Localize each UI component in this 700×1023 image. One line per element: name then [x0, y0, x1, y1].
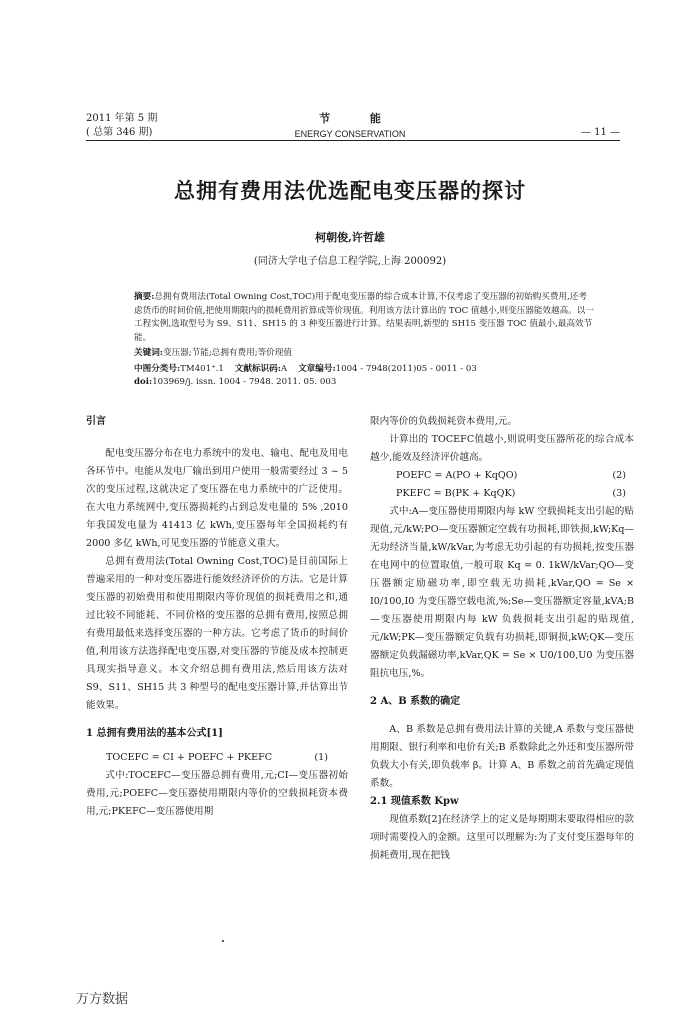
right-paragraph-2: 计算出的 TOCEFC值越小,则说明变压器所花的综合成本越少,能效及经济评价越高。: [370, 434, 634, 463]
source-watermark: 万方数据: [76, 992, 129, 1007]
left-column: [86, 413, 348, 821]
keywords: [134, 347, 594, 361]
section-2-paragraph: A、B 系数是总拥有费用法计算的关键,A 系数与变压器使用期限、银行利率和电价有关;B 系数除此之外还和变压器所带负载大小有关,即负载率 β。计算 A、B 系数之前首先确定现值系数。: [370, 724, 634, 789]
doc-code-label: 文献标识码:: [234, 364, 281, 374]
issue-number: 2011 年第 5 期: [86, 113, 158, 124]
intro-paragraph-1: 配电变压器分布在电力系统中的发电、输电、配电及用电各环节中。电能从发电厂输出到用户使用一般需要经过 3 ~ 5 次的变压过程,这就决定了变压器在电力系统中的广泛使用。在大电力系统网中,变压器损耗约占到总发电量的 5% ,2010 年我国发电量为 41413 亿 kWh,变压器每年全国损耗约有 2000 多亿 kWh,可见变压器的节能意义重大。: [86, 448, 348, 549]
header-rule: [86, 140, 620, 141]
doi-value: 103969/j. issn. 1004 - 7948. 2011. 05. 003: [152, 377, 337, 387]
article-no-label: 文章编号:: [298, 364, 336, 374]
clc-value: TM401⁺.1: [180, 364, 224, 374]
abstract-text: 总拥有费用法(Total Owning Cost,TOC)用于配电变压器的综合成本计算,不仅考虑了变压器的初始购买费用,还考虑货币的时间价值,把使用期限内的损耗费用折算成等价现值。利用该方法计算出的 TOC 值越小,则变压器能效越高。以一工程实例,选取型号为 S9、S11、SH15 的 3 种变压器进行计算。结果表明,新型的 SH15 变压器 TOC 值最小,最高效节能。: [134, 292, 594, 344]
equation-explanation: 式中:A—变压器使用期限内每 kW 空载损耗支出引起的贴现值,元/kW;PO—变压器额定空载有功损耗,即铁损,kW;Kq—无功经济当量,kW/kVar,为考虑无功引起的有功损耗,按变压器在电网中的位置取值,一般可取 Kq = 0. 1kW/kVar;QO—变压器额定励磁功率,即空载无功损耗,kVar,QO = Se × I0/100,I0 为变压器空载电流,%;Se—变压器额定容量,kVA;B—变压器使用期限内每 kW 负载损耗支出引起的贴现值,元/kW;PK—变压器额定负载有功损耗,即铜损,kW;QK—变压器额定负载漏磁功率,kVar,QK = Se × U0/100,U0 为变压器阻抗电压,%。: [370, 506, 634, 679]
doi-line: [134, 376, 594, 390]
clc-label: 中图分类号:: [134, 364, 181, 374]
equation-1-number: (1): [314, 752, 328, 763]
equation-3-number: (3): [612, 488, 626, 499]
equation-1: [86, 749, 348, 767]
article-no-value: 1004 - 7948(2011)05 - 0011 - 03: [335, 364, 477, 374]
equation-1-explanation: 式中:TOCEFC—变压器总拥有费用,元;CI—变压器初始费用,元;POEFC—变压器使用期限内等价的空载损耗资本费用,元;PKEFC—变压器使用期: [86, 770, 348, 817]
total-issue-number: ( 总第 346 期): [86, 127, 153, 138]
section-2-heading: 2 A、B 系数的确定: [370, 696, 461, 707]
equation-1-body: TOCEFC = CI + POEFC + PKEFC: [106, 752, 273, 763]
doi-label: doi:: [134, 377, 153, 387]
scan-speck: [222, 940, 224, 942]
intro-heading: 引言: [86, 416, 106, 427]
equation-3: [370, 485, 634, 503]
section-2-1-paragraph: 现值系数[2]在经济学上的定义是每期期末要取得相应的款项时需要投入的金额。这里可以理解为:为了支付变压器每年的损耗费用,现在把钱: [370, 814, 634, 861]
section-1-heading: 1 总拥有费用法的基本公式[1]: [86, 728, 223, 739]
equation-3-body: PKEFC = B(PK + KqQK): [396, 488, 516, 499]
article-title: 总拥有费用法优选配电变压器的探讨: [174, 178, 526, 203]
keywords-label: 关键词:: [134, 348, 163, 358]
right-column: [370, 413, 634, 865]
equation-2: [370, 467, 634, 485]
author-affiliation: (同济大学电子信息工程学院,上海 200092): [253, 256, 447, 267]
journal-name-en: ENERGY CONSERVATION: [294, 129, 406, 139]
keywords-text: 变压器;节能;总拥有费用;等价现值: [162, 348, 292, 358]
doc-code-value: A: [280, 364, 288, 374]
section-2-1-heading: 2.1 现值系数 Kpw: [370, 796, 459, 807]
equation-2-number: (2): [612, 470, 626, 481]
journal-name-cn: 节 能: [319, 112, 399, 125]
article-authors: 柯朝俊,许哲雄: [315, 231, 385, 244]
right-paragraph-1: 限内等价的负载损耗资本费用,元。: [370, 416, 517, 427]
page-number: — 11 —: [580, 127, 620, 138]
equation-2-body: POEFC = A(PO + KqQO): [396, 470, 518, 481]
abstract: [134, 291, 594, 346]
classification-line: [134, 363, 594, 377]
intro-paragraph-2: 总拥有费用法(Total Owning Cost,TOC)是目前国际上普遍采用的一种对变压器进行能效经济评价的方法。它是计算变压器的初始费用和使用期限内等价现值的损耗费用之和,通过比较不同能耗、不同价格的变压器的总拥有费用,按照总拥有费用最低来选择变压器的一种方法。它考虑了货币的时间价值,利用该方法选择配电变压器,对变压器的节能及成本控制更具现实指导意义。本文介绍总拥有费用法,然后用该方法对 S9、S11、SH15 共 3 种型号的配电变压器计算,并估算出节能效果。: [86, 556, 348, 711]
abstract-label: 摘要:: [134, 292, 155, 302]
